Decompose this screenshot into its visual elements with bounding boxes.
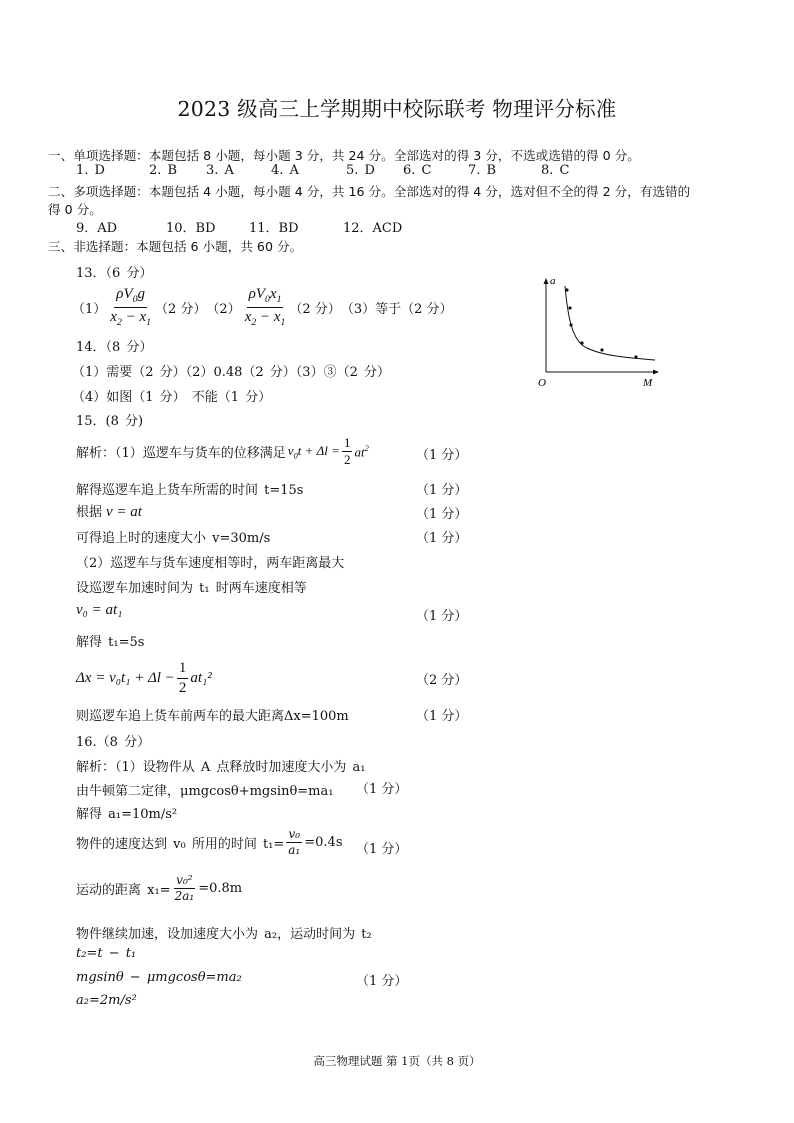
q16-l5-text: 运动的距离 x₁= <box>76 883 171 899</box>
f2-num-tail-sub: 1 <box>276 294 282 305</box>
answer-1: 1. D <box>76 163 105 178</box>
q16-l4-text: 物件的速度达到 v₀ 所用的时间 t₁= <box>76 837 285 853</box>
data-point <box>600 348 603 351</box>
q15-l3-text: 根据 <box>76 505 103 520</box>
q16-header: 16.（8 分） <box>76 735 151 750</box>
q16-line5 <box>76 874 242 903</box>
q15-line6: 设巡逻车加速时间为 t₁ 时两车速度相等 <box>76 581 307 596</box>
q15-header: 15．(8 分) <box>76 414 144 429</box>
q15-l7-score: （1 分） <box>416 609 468 624</box>
f1-num: ρV <box>116 286 133 302</box>
f2-den-b: x <box>273 308 281 325</box>
f2-num: ρV <box>248 286 266 302</box>
answer-4: 4. A <box>271 163 299 178</box>
q16-l4-fraction <box>286 828 302 857</box>
q15-line2: 解得巡逻车追上货车所需的时间 t=15s <box>76 483 304 498</box>
q15-line9 <box>76 660 212 696</box>
f2-den-a-sub: 2 <box>251 316 257 328</box>
q15-line5: （2）巡逻车与货车速度相等时，两车距离最大 <box>76 556 345 571</box>
f1-den-op: − <box>121 308 140 325</box>
y-axis-arrow <box>544 278 549 284</box>
section2-heading-line2: 得 0 分。 <box>48 202 102 217</box>
page-footer: 高三物理试题 第 1页（共 8 页） <box>313 1054 481 1068</box>
q15-l4-score: （1 分） <box>416 531 468 546</box>
q15-line3 <box>76 501 142 521</box>
q13-score2: （2 分） <box>289 301 341 317</box>
section2-heading-line1: 二、多项选择题：本题包括 4 小题，每小题 4 分，共 16 分。全部选对的得 4 分，选对但不全的得 2 分，有选错的 <box>48 184 691 199</box>
q15-l1-fraction <box>342 436 353 468</box>
answer-2: 2. B <box>149 163 178 178</box>
q13-part1-label: （1） <box>72 301 107 317</box>
f2-num-tail: x <box>269 286 277 302</box>
q14-line2: （4）如图（1 分） 不能（1 分） <box>72 390 272 405</box>
q15-l9-frac-num: 1 <box>177 660 189 679</box>
q15-l2-score: （1 分） <box>416 483 468 498</box>
a-M-graph <box>535 270 665 390</box>
f1-den-a-sub: 2 <box>116 316 122 328</box>
q15-l9-fraction <box>177 660 189 696</box>
origin-label: O <box>538 377 546 389</box>
q15-l1-v: v <box>287 443 294 458</box>
f2-den-op: − <box>256 308 274 325</box>
f2-den-a: x <box>244 308 252 325</box>
q15-l9-a: Δx = v₀t₁ + Δl − <box>76 669 175 686</box>
q15-l9-frac-den: 2 <box>178 679 187 696</box>
f2-den-b-sub: 1 <box>280 316 286 328</box>
q16-l8-score: （1 分） <box>356 974 408 989</box>
q15-line8: 解得 t₁=5s <box>76 635 145 650</box>
q16-l2-score: （1 分） <box>356 782 408 797</box>
q16-l4-tail: =0.4s <box>304 835 343 851</box>
data-point <box>569 323 572 326</box>
q16-l4-frac-den: a₁ <box>288 843 301 858</box>
q15-line1 <box>76 436 369 468</box>
q15-l1-sup: 2 <box>364 443 369 454</box>
answer-6: 6. C <box>403 163 432 178</box>
q13-score1: （2 分） <box>155 301 207 317</box>
q16-l5-fraction <box>173 874 197 903</box>
data-point <box>568 306 571 309</box>
fit-curve <box>565 286 655 360</box>
answer-8: 8. C <box>541 163 570 178</box>
f1-num-sub: 0 <box>132 294 138 305</box>
q15-l3-eq: v = at <box>106 504 142 520</box>
q15-l9-score: （2 分） <box>416 673 468 688</box>
q15-l1-v-sub: 0 <box>293 450 298 461</box>
answer-3: 3. A <box>206 163 234 178</box>
x-axis-label: M <box>643 377 653 389</box>
q13-answers <box>72 286 453 328</box>
q15-l1-frac-num: 1 <box>342 436 353 452</box>
q16-l5-frac-den: 2a₁ <box>174 889 195 904</box>
q15-l10-score: （1 分） <box>416 709 468 724</box>
data-point <box>634 355 637 358</box>
q13-fraction-1 <box>108 286 153 328</box>
data-point <box>580 341 583 344</box>
q16-l5-frac-num: v₀² <box>174 874 194 889</box>
q16-line2: 由牛顿第二定律，μmgcosθ+mgsinθ=ma₁ <box>76 784 334 799</box>
answer-9: 9．AD <box>76 221 118 236</box>
q13-part3: （3）等于（2 分） <box>340 301 453 317</box>
q13-fraction-2 <box>243 286 288 328</box>
q16-l4-score: （1 分） <box>356 842 408 857</box>
q15-l1-tail: at <box>354 444 365 460</box>
q15-l1-score: （1 分） <box>416 448 468 463</box>
q15-l1-text: 解析：（1）巡逻车与货车的位移满足 <box>76 446 286 462</box>
answer-11: 11．BD <box>249 221 299 236</box>
f1-den-a: x <box>110 308 117 325</box>
data-point <box>565 288 568 291</box>
q16-l4-frac-num: v₀ <box>286 828 302 843</box>
q14-line1: （1）需要（2 分）（2）0.48（2 分）（3）③（2 分） <box>72 365 390 380</box>
q15-l3-score: （1 分） <box>416 507 468 522</box>
q16-line9: a₂=2m/s² <box>76 993 137 1008</box>
x-axis-arrow <box>653 370 659 375</box>
f1-num-tail: g <box>137 286 146 302</box>
q13-header: 13．（6 分） <box>76 266 153 281</box>
answer-12: 12．ACD <box>343 221 403 236</box>
f1-den-b: x <box>139 308 147 325</box>
q15-line10: 则巡逻车追上货车前两车的最大距离Δx=100m <box>76 709 349 724</box>
q16-line7: t₂=t − t₁ <box>76 946 137 961</box>
q16-l5-tail: =0.8m <box>198 881 243 897</box>
q16-line1: 解析：（1）设物件从 A 点释放时加速度大小为 a₁ <box>76 760 366 775</box>
q15-line4: 可得追上时的速度大小 v=30m/s <box>76 531 271 546</box>
section1-heading: 一、单项选择题：本题包括 8 小题，每小题 3 分，共 24 分。全部选对的得 3 分，不选或选错的得 0 分。 <box>48 148 640 163</box>
page-title: 2023 级高三上学期期中校际联考 物理评分标准 <box>177 97 617 121</box>
section3-heading: 三、非选择题：本题包括 6 小题，共 60 分。 <box>48 239 303 254</box>
answer-10: 10．BD <box>166 221 216 236</box>
q16-line6: 物件继续加速，设加速度大小为 a₂，运动时间为 t₂ <box>76 927 372 942</box>
q15-line7: v₀ = at₁ <box>76 602 123 618</box>
q16-line8: mgsinθ − μmgcosθ=ma₂ <box>76 970 242 985</box>
q15-l1-frac-den: 2 <box>343 452 351 468</box>
f2-num-sub: 0 <box>265 294 270 305</box>
q15-l9-b: at₁² <box>190 669 212 686</box>
q16-line4 <box>76 828 343 857</box>
answer-7: 7. B <box>468 163 497 178</box>
answer-5: 5. D <box>346 163 375 178</box>
q13-part2-label: （2） <box>206 301 241 317</box>
q16-line3: 解得 a₁=10m/s² <box>76 807 178 822</box>
f1-den-b-sub: 1 <box>146 316 151 328</box>
q15-l1-mid: t + Δl = <box>297 443 340 458</box>
y-axis-label: a <box>550 275 556 287</box>
q14-header: 14．（8 分） <box>76 340 153 355</box>
